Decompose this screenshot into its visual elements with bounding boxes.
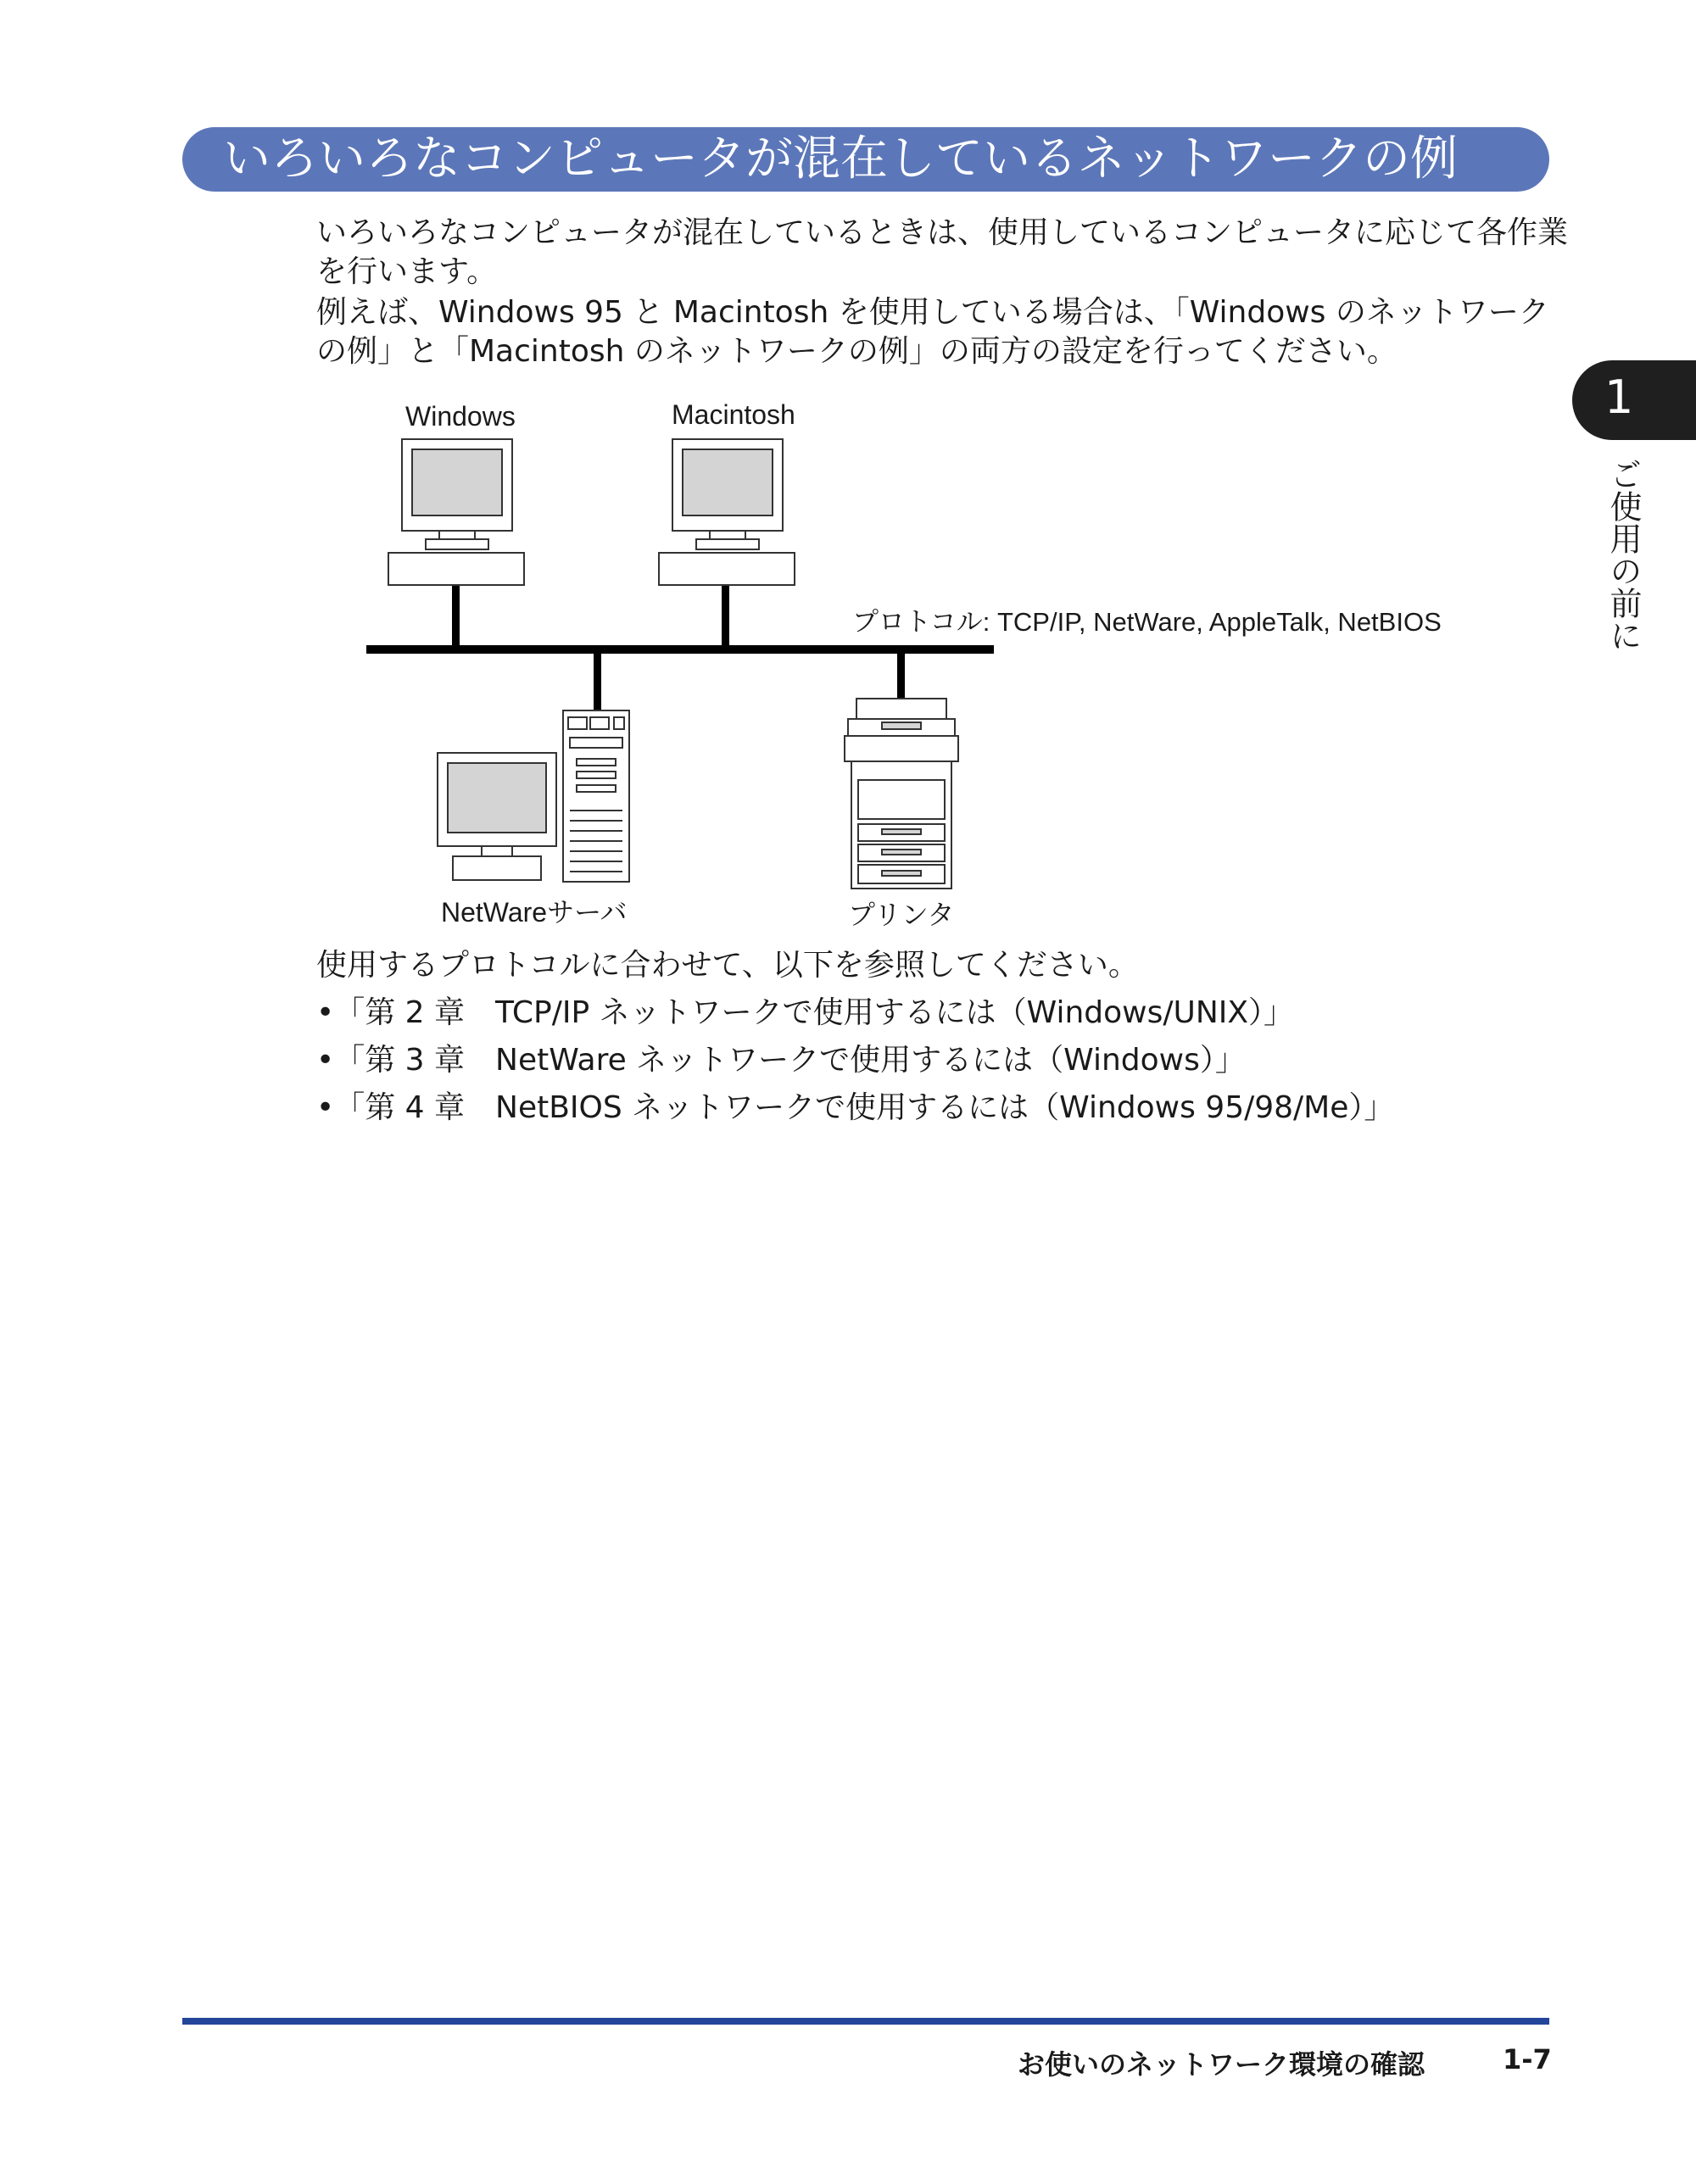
printer-icon <box>845 699 958 889</box>
footer-title: お使いのネットワーク環境の確認 <box>1018 2048 1425 2081</box>
printer-label: プリンタ <box>848 900 955 930</box>
macintosh-pc-icon <box>659 439 795 585</box>
chapter-tab <box>1572 360 1696 440</box>
section-title: いろいろなコンピュータが混在しているネットワークの例 <box>223 131 1458 187</box>
windows-pc-icon <box>388 439 524 585</box>
netware-server-icon <box>438 710 629 882</box>
intro-line-4: の例」と「Macintosh のネットワークの例」の両方の設定を行ってください。 <box>316 334 1398 369</box>
intro-line-3: 例えば、Windows 95 と Macintosh を使用している場合は、「Windows のネットワーク <box>316 295 1549 330</box>
server-label: NetWareサーバ <box>441 897 628 928</box>
reference-item-3: •「第 4 章 NetBIOS ネットワークで使用するには（Windows 95/98/Me）」 <box>316 1090 1395 1125</box>
refer-text: 使用するプロトコルに合わせて、以下を参照してください。 <box>316 948 1139 983</box>
page-number: 1-7 <box>1503 2043 1552 2075</box>
intro-line-2: を行います。 <box>316 254 498 289</box>
intro-line-1: いろいろなコンピュータが混在しているときは、使用しているコンピュータに応じて各作業 <box>316 215 1569 250</box>
chapter-number: 1 <box>1604 370 1634 424</box>
macintosh-label: Macintosh <box>672 399 795 430</box>
chapter-side-title: ご使用の前に <box>1604 458 1642 651</box>
network-diagram <box>0 0 1696 950</box>
reference-item-2: •「第 3 章 NetWare ネットワークで使用するには（Windows）」 <box>316 1043 1246 1078</box>
network-bus <box>366 585 994 710</box>
protocol-label: プロトコル: TCP/IP, NetWare, AppleTalk, NetBIOS <box>852 607 1442 637</box>
windows-label: Windows <box>405 401 516 432</box>
reference-item-1: •「第 2 章 TCP/IP ネットワークで使用するには（Windows/UNIX）」 <box>316 995 1295 1030</box>
footer-rule <box>182 2018 1549 2025</box>
